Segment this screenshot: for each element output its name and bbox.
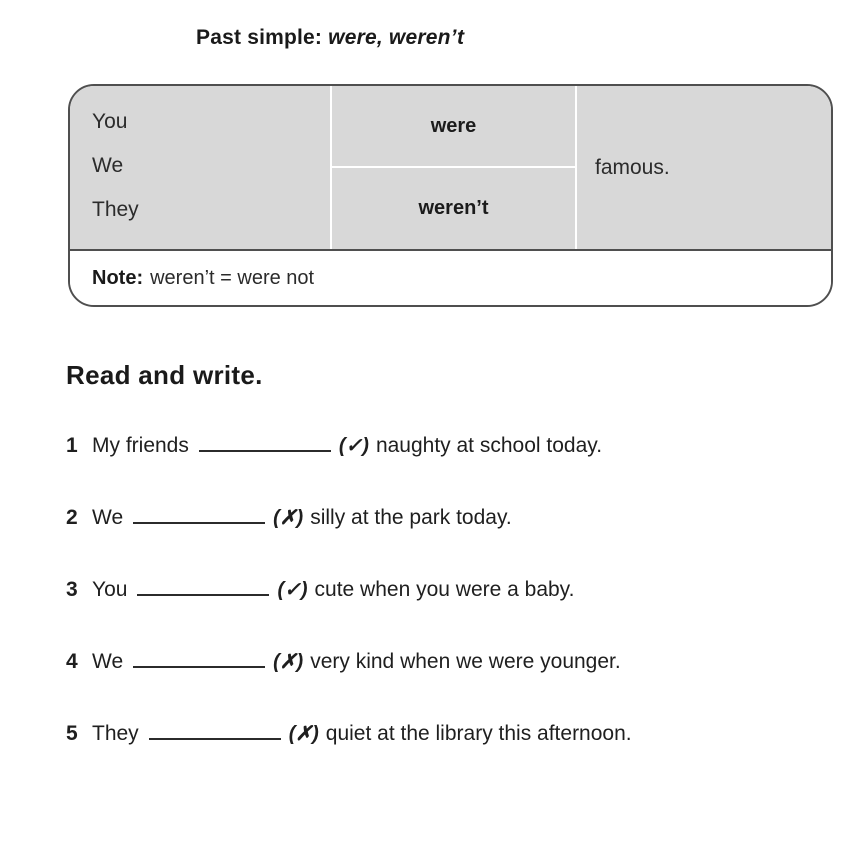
item-text-after: silly at the park today. (310, 506, 512, 529)
item-text-before: We (92, 506, 124, 529)
answer-blank[interactable] (137, 574, 269, 596)
subject-column (70, 86, 332, 249)
verb-negative-cell (332, 168, 577, 249)
subject-they: They (92, 198, 139, 221)
subject-you: You (92, 110, 128, 133)
exercise-instruction: Read and write. (66, 360, 263, 390)
verb-were: were (430, 114, 477, 137)
list-item (66, 502, 826, 574)
item-text-before: You (92, 578, 128, 601)
item-text-before: They (92, 722, 139, 745)
list-item (66, 718, 826, 790)
item-mark: (✓) (338, 435, 369, 457)
list-item (66, 430, 826, 502)
list-item (66, 574, 826, 646)
note-label: Note: (92, 266, 144, 289)
item-number: 4 (66, 650, 78, 673)
answer-blank[interactable] (149, 718, 281, 740)
answer-blank[interactable] (133, 502, 265, 524)
item-text-before: My friends (92, 434, 189, 457)
item-text-before: We (92, 650, 124, 673)
item-text-after: very kind when we were younger. (310, 650, 621, 673)
item-mark: (✗) (288, 723, 319, 745)
item-mark: (✗) (273, 651, 304, 673)
item-mark: (✓) (277, 579, 308, 601)
item-mark: (✗) (273, 507, 304, 529)
complement-cell (577, 86, 831, 249)
grammar-box (68, 84, 833, 307)
subject-we: We (92, 154, 124, 177)
answer-blank[interactable] (133, 646, 265, 668)
grammar-heading-main: Past simple: (196, 26, 323, 49)
list-item (66, 646, 826, 718)
item-number: 3 (66, 578, 78, 601)
exercise-items (66, 430, 826, 790)
grammar-heading (196, 26, 464, 50)
item-text-after: quiet at the library this afternoon. (325, 722, 632, 745)
note-row (70, 249, 831, 305)
verb-positive-cell (332, 86, 577, 168)
item-text-after: cute when you were a baby. (314, 578, 575, 601)
item-text-after: naughty at school today. (375, 434, 603, 457)
item-number: 1 (66, 434, 78, 457)
grammar-table (70, 86, 831, 249)
complement-text: famous. (595, 155, 670, 179)
answer-blank[interactable] (199, 430, 331, 452)
note-text: weren’t = were not (150, 266, 315, 289)
verb-werent: weren’t (418, 197, 489, 219)
item-number: 2 (66, 506, 78, 529)
item-number: 5 (66, 722, 78, 745)
grammar-heading-italic: were, weren’t (328, 26, 465, 49)
